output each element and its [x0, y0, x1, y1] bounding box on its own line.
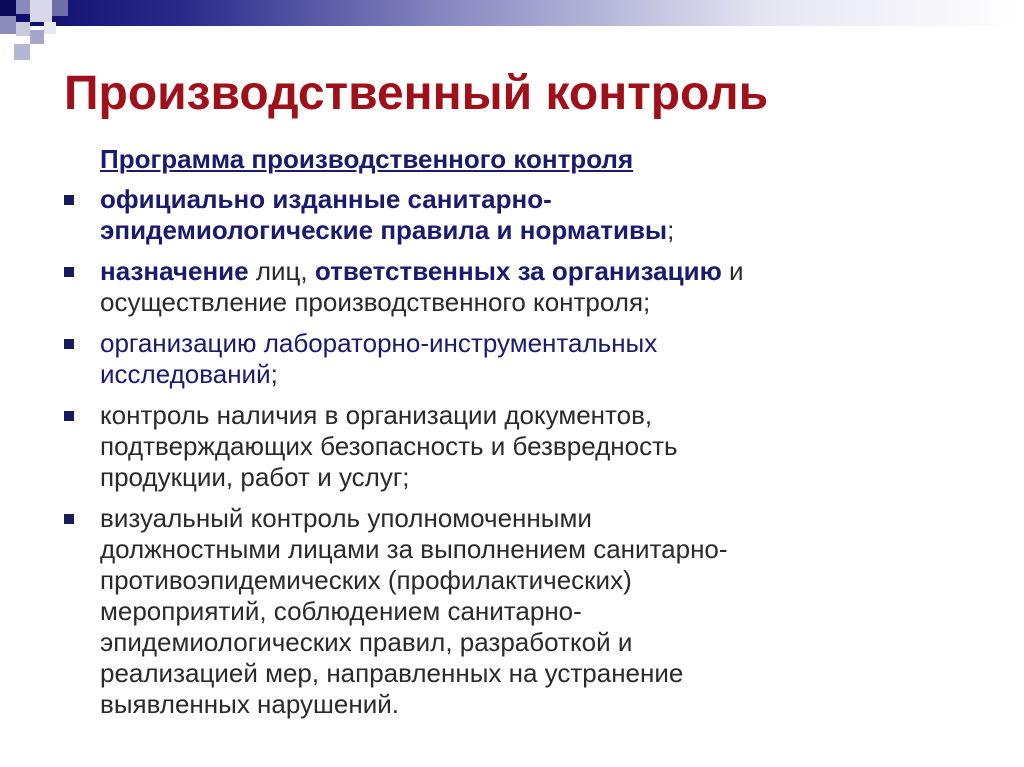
- item-text: эпидемиологические правила и нормативы: [100, 215, 668, 245]
- bullet-square-icon: [64, 195, 74, 205]
- bullet-list: [60, 184, 960, 730]
- item-text: эпидемиологических правил, разработкой и: [100, 627, 633, 657]
- list-item: [60, 503, 960, 720]
- item-text: осуществление производственного контроля;: [100, 287, 651, 317]
- item-text: продукции, работ и услуг;: [100, 462, 410, 492]
- list-item: [60, 400, 960, 493]
- item-text: исследований: [100, 359, 271, 389]
- subtitle: Программа производственного контроля: [100, 144, 634, 174]
- item-text: ответственных за организацию: [314, 256, 722, 286]
- item-text: официально изданные санитарно-: [100, 184, 552, 214]
- item-text: контроль наличия в организации документов,: [100, 400, 653, 430]
- item-text: лиц,: [248, 256, 315, 286]
- item-text: противоэпидемических (профилактических): [100, 565, 632, 595]
- item-text: назначение: [100, 256, 249, 286]
- bullet-square-icon: [64, 267, 74, 277]
- item-text: ;: [667, 215, 675, 245]
- item-text: реализацией мер, направленных на устранение: [100, 658, 684, 688]
- page-title: Производственный контроль: [64, 67, 769, 120]
- header-band: [0, 0, 1024, 26]
- list-item: [60, 328, 960, 390]
- list-item: [60, 184, 960, 246]
- item-text: мероприятий, соблюдением санитарно-: [100, 596, 582, 626]
- item-text: ;: [270, 359, 278, 389]
- item-text: должностными лицами за выполнением санитарно-: [100, 534, 728, 564]
- bullet-square-icon: [64, 411, 74, 421]
- bullet-square-icon: [64, 514, 74, 524]
- item-text: подтверждающих безопасность и безвредность: [100, 431, 678, 461]
- item-text: организацию лабораторно-инструментальных: [100, 328, 658, 358]
- bullet-square-icon: [64, 339, 74, 349]
- item-text: и: [721, 256, 744, 286]
- item-text: визуальный контроль уполномоченными: [100, 503, 592, 533]
- item-text: выявленных нарушений.: [100, 689, 399, 719]
- list-item: [60, 256, 960, 318]
